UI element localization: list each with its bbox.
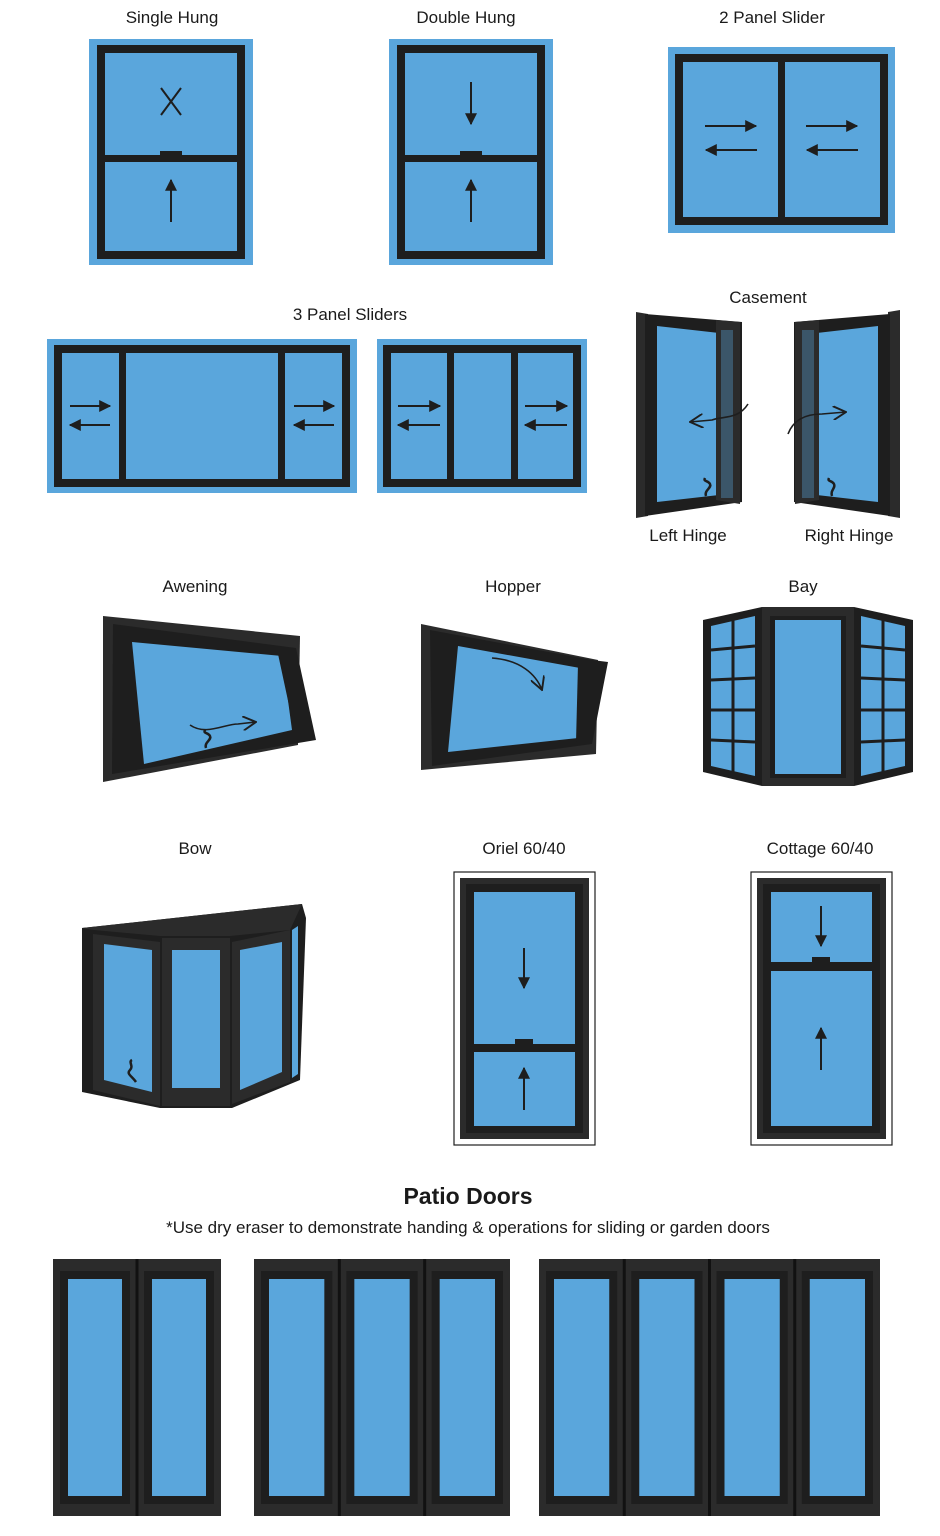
patio-doors-note: *Use dry eraser to demonstrate handing & operations for sliding or garden doors xyxy=(166,1218,770,1237)
label-three-panel-sliders: 3 Panel Sliders xyxy=(292,305,408,324)
patio-door-divider xyxy=(623,1259,626,1516)
label-single-hung: Single Hung xyxy=(125,8,219,27)
single-hung-window xyxy=(89,39,253,265)
patio-door-glass xyxy=(269,1279,324,1496)
three-panel-slider-wide-center xyxy=(47,339,357,493)
patio-door-divider xyxy=(423,1259,426,1516)
patio-door-glass xyxy=(440,1279,495,1496)
label-two-panel-slider: 2 Panel Slider xyxy=(719,8,825,27)
label-cottage: Cottage 60/40 xyxy=(766,839,874,858)
two-panel-slider-window xyxy=(668,47,895,233)
patio-door-glass xyxy=(354,1279,409,1496)
label-left-hinge: Left Hinge xyxy=(649,526,727,545)
patio-door-glass xyxy=(152,1279,206,1496)
label-bay: Bay xyxy=(788,577,818,596)
label-bow: Bow xyxy=(178,839,212,858)
patio-door-glass xyxy=(68,1279,122,1496)
patio-door-glass xyxy=(725,1279,780,1496)
awning-window xyxy=(103,616,316,782)
label-oriel: Oriel 60/40 xyxy=(482,839,566,858)
label-right-hinge: Right Hinge xyxy=(804,526,894,545)
casement-right-hinge-window xyxy=(788,310,900,518)
patio-door-set-4-panel xyxy=(539,1259,880,1516)
double-hung-window xyxy=(389,39,553,265)
patio-door-set-2-panel xyxy=(53,1259,221,1516)
patio-door-divider xyxy=(793,1259,796,1516)
casement-left-hinge-window xyxy=(636,312,748,518)
patio-doors-group xyxy=(53,1259,880,1516)
bay-window xyxy=(703,607,913,786)
bow-window xyxy=(82,904,306,1108)
label-double-hung: Double Hung xyxy=(416,8,516,27)
patio-doors-title: Patio Doors xyxy=(403,1183,533,1209)
oriel-window xyxy=(454,872,595,1145)
patio-door-glass xyxy=(554,1279,609,1496)
three-panel-slider-equal xyxy=(377,339,587,493)
label-awening: Awening xyxy=(162,577,228,596)
patio-door-glass xyxy=(810,1279,865,1496)
hopper-window xyxy=(421,624,608,770)
patio-door-divider xyxy=(136,1259,139,1516)
cottage-window xyxy=(751,872,892,1145)
label-casement: Casement xyxy=(729,288,807,307)
label-hopper: Hopper xyxy=(485,577,541,596)
patio-door-set-3-panel xyxy=(254,1259,510,1516)
patio-door-glass xyxy=(639,1279,694,1496)
patio-door-divider xyxy=(708,1259,711,1516)
patio-door-divider xyxy=(338,1259,341,1516)
